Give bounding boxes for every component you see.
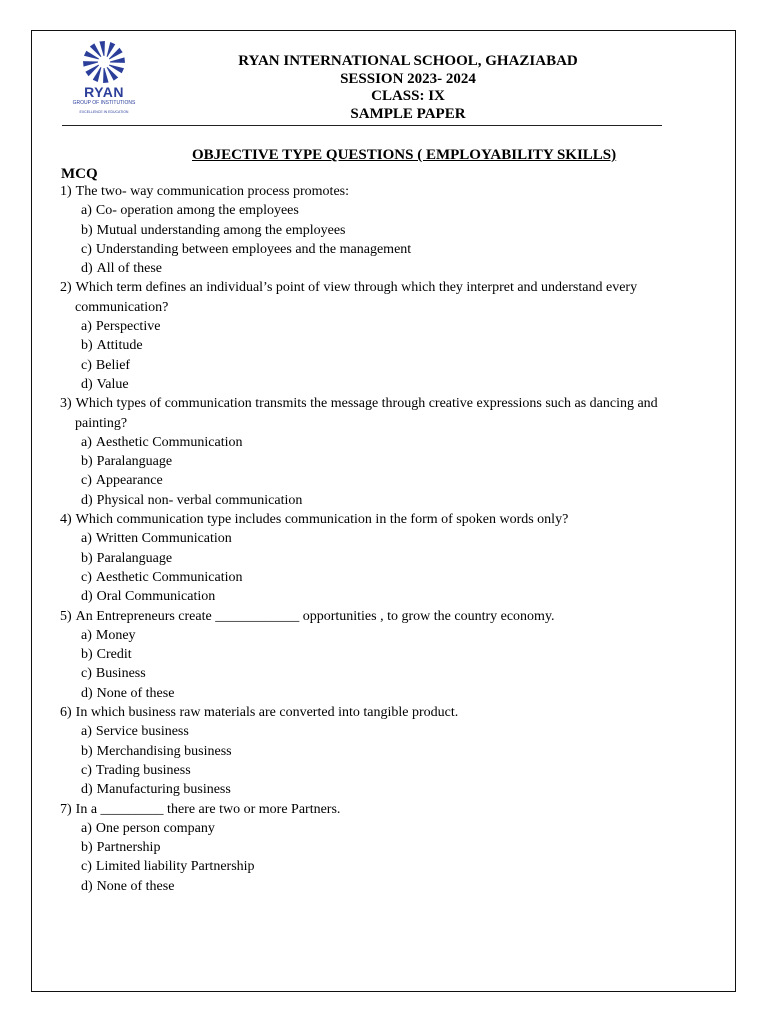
answer-option xyxy=(60,838,730,857)
document-header xyxy=(190,53,626,123)
class-name: CLASS: IX xyxy=(371,88,445,104)
school-logo xyxy=(66,38,142,122)
answer-option xyxy=(60,587,730,606)
answer-option xyxy=(60,549,730,568)
option-letter: a) xyxy=(81,434,92,450)
question-text: In which business raw materials are converted into tangible product. xyxy=(75,705,459,721)
answer-option xyxy=(60,626,730,645)
question-number: 1) xyxy=(60,184,72,199)
question-stem xyxy=(60,278,730,297)
option-letter: a) xyxy=(81,203,92,219)
option-letter: a) xyxy=(81,724,92,740)
option-letter: c) xyxy=(81,666,92,682)
question-5 xyxy=(60,607,730,703)
option-text: Co- operation among the employees xyxy=(95,203,299,219)
question-number: 4) xyxy=(60,512,72,528)
question-stem xyxy=(60,182,730,201)
answer-option xyxy=(60,819,730,838)
option-letter: c) xyxy=(81,762,92,778)
option-text: Limited liability Partnership xyxy=(95,859,255,875)
option-text: Paralanguage xyxy=(96,550,173,566)
option-letter: d) xyxy=(81,782,93,798)
option-text: Appearance xyxy=(95,473,163,489)
option-letter: b) xyxy=(81,454,93,470)
question-stem xyxy=(60,510,730,529)
answer-option xyxy=(60,471,730,490)
question-2 xyxy=(60,278,730,394)
sun-rays-icon xyxy=(66,38,142,84)
question-number: 5) xyxy=(60,608,72,624)
answer-option xyxy=(60,452,730,471)
option-text: One person company xyxy=(95,820,215,836)
option-text: Value xyxy=(96,376,129,392)
header-divider xyxy=(62,125,662,126)
option-letter: a) xyxy=(81,820,92,836)
question-number: 2) xyxy=(60,280,72,296)
option-text: Belief xyxy=(95,357,131,373)
option-letter: b) xyxy=(81,222,93,238)
option-letter: a) xyxy=(81,531,92,547)
option-text: Manufacturing business xyxy=(96,782,231,798)
answer-option xyxy=(60,780,730,799)
answer-option xyxy=(60,356,730,375)
option-letter: d) xyxy=(81,492,93,508)
answer-option xyxy=(60,221,730,240)
logo-ray xyxy=(99,41,105,56)
option-letter: b) xyxy=(81,550,93,566)
answer-option xyxy=(60,240,730,259)
question-text: Which term defines an individual’s point of view through which they interpret and understand every xyxy=(75,280,638,296)
answer-option xyxy=(60,259,730,278)
question-text: Which types of communication transmits the message through creative expressions such as dancing and xyxy=(75,396,658,412)
option-letter: a) xyxy=(81,319,92,335)
answer-option xyxy=(60,317,730,336)
option-letter: d) xyxy=(81,589,93,605)
answer-option xyxy=(60,433,730,452)
question-4 xyxy=(60,510,730,606)
option-text: Perspective xyxy=(95,319,161,335)
option-text: All of these xyxy=(96,261,162,277)
option-letter: b) xyxy=(81,338,93,354)
question-text-continued: painting? xyxy=(75,415,128,431)
answer-option xyxy=(60,491,730,510)
option-text: None of these xyxy=(96,685,175,701)
logo-ray xyxy=(103,68,109,83)
question-text: Which communication type includes communication in the form of spoken words only? xyxy=(75,512,569,528)
option-text: Trading business xyxy=(95,762,191,778)
option-letter: a) xyxy=(81,627,92,643)
option-text: Understanding between employees and the management xyxy=(95,241,412,257)
option-text: Aesthetic Communication xyxy=(95,434,243,450)
logo-group: GROUP OF INSTITUTIONS xyxy=(72,100,136,106)
question-number: 3) xyxy=(60,396,72,412)
question-list xyxy=(60,182,730,896)
logo-ray xyxy=(110,57,125,63)
answer-option xyxy=(60,568,730,587)
question-stem xyxy=(60,800,730,819)
answer-option xyxy=(60,375,730,394)
option-text: Merchandising business xyxy=(96,743,232,759)
option-letter: b) xyxy=(81,840,93,856)
option-letter: d) xyxy=(81,261,93,277)
option-letter: c) xyxy=(81,859,92,875)
option-text: Physical non- verbal communication xyxy=(96,492,303,508)
option-letter: c) xyxy=(81,473,92,489)
option-letter: c) xyxy=(81,241,92,257)
option-text: Oral Communication xyxy=(96,589,216,605)
question-text-continued: communication? xyxy=(75,299,169,315)
option-letter: c) xyxy=(81,357,92,373)
option-text: Mutual understanding among the employees xyxy=(96,222,346,238)
answer-option xyxy=(60,761,730,780)
option-letter: d) xyxy=(81,878,93,894)
answer-option xyxy=(60,529,730,548)
option-letter: b) xyxy=(81,743,93,759)
logo-tagline: EXCELLENCE IN EDUCATION xyxy=(79,110,129,114)
option-text: Credit xyxy=(96,647,132,663)
answer-option xyxy=(60,201,730,220)
question-text: In a _________ there are two or more Partners. xyxy=(75,801,341,817)
logo-ray xyxy=(83,61,98,67)
question-7 xyxy=(60,800,730,896)
option-text: Money xyxy=(95,627,136,643)
option-text: Paralanguage xyxy=(96,454,173,470)
option-letter: b) xyxy=(81,647,93,663)
question-stem xyxy=(60,607,730,626)
answer-option xyxy=(60,877,730,896)
question-text: An Entrepreneurs create ____________ opportunities , to grow the country economy. xyxy=(75,608,555,624)
answer-option xyxy=(60,684,730,703)
option-letter: d) xyxy=(81,685,93,701)
option-text: Written Communication xyxy=(95,531,232,547)
answer-option xyxy=(60,857,730,876)
question-3 xyxy=(60,394,730,510)
session: SESSION 2023- 2024 xyxy=(340,70,476,87)
answer-option xyxy=(60,645,730,664)
mcq-label: MCQ xyxy=(61,166,98,182)
paper-type: SAMPLE PAPER xyxy=(350,105,466,122)
question-1 xyxy=(60,182,730,278)
option-text: Service business xyxy=(95,724,189,740)
answer-option xyxy=(60,722,730,741)
option-letter: d) xyxy=(81,376,93,392)
option-text: Aesthetic Communication xyxy=(95,569,243,585)
question-stem xyxy=(60,394,730,413)
option-text: None of these xyxy=(96,878,175,894)
section-title: OBJECTIVE TYPE QUESTIONS ( EMPLOYABILITY SKILLS) xyxy=(192,147,617,163)
logo-brand: RYAN xyxy=(84,84,124,100)
option-letter: c) xyxy=(81,569,92,585)
question-number: 6) xyxy=(60,705,72,721)
answer-option xyxy=(60,664,730,683)
option-text: Partnership xyxy=(96,840,161,856)
answer-option xyxy=(60,742,730,761)
question-6 xyxy=(60,703,730,799)
option-text: Business xyxy=(95,666,146,682)
question-number: 7) xyxy=(60,801,72,817)
answer-option xyxy=(60,336,730,355)
question-text: The two- way communication process promotes: xyxy=(75,184,349,199)
question-stem xyxy=(60,703,730,722)
option-text: Attitude xyxy=(96,338,143,354)
school-name: RYAN INTERNATIONAL SCHOOL, GHAZIABAD xyxy=(238,53,578,69)
